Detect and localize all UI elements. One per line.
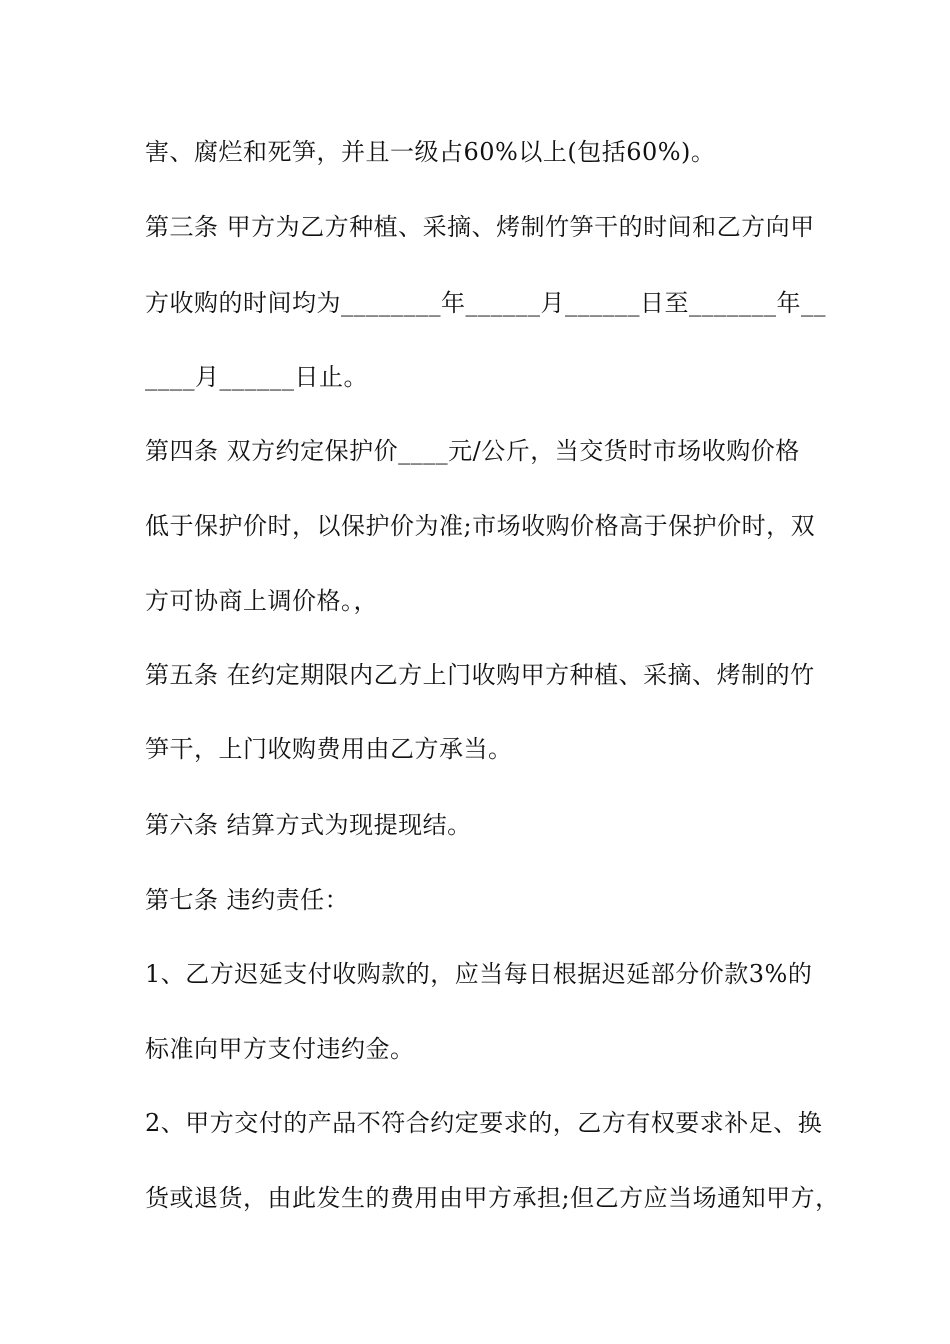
article-5-heading-line: 第五条 在约定期限内乙方上门收购甲方种植、采摘、烤制的竹 [145,661,815,689]
text-line: 笋干，上门收购费用由乙方承当。 [145,735,513,763]
article-7-heading-line: 第七条 违约责任： [145,886,350,914]
text-line: 低于保护价时，以保护价为准;市场收购价格高于保护价时，双 [145,512,816,540]
text-line: 方收购的时间均为________年______月______日至_______年__ [145,289,826,317]
text-line: ____月______日止。 [145,363,368,391]
article-4-heading-line: 第四条 双方约定保护价____元/公斤，当交货时市场收购价格 [145,437,800,465]
clause-1-line: 1、乙方迟延支付收购款的，应当每日根据迟延部分价款3%的 [145,960,813,988]
article-3-heading-line: 第三条 甲方为乙方种植、采摘、烤制竹笋干的时间和乙方向甲 [145,213,815,241]
text-line: 标准向甲方支付违约金。 [145,1035,415,1063]
clause-2-line: 2、甲方交付的产品不符合约定要求的，乙方有权要求补足、换 [145,1109,823,1137]
text-line: 害、腐烂和死笋，并且一级占60%以上(包括60%)。 [145,138,716,166]
text-line: 方可协商上调价格。， [145,587,378,615]
text-line: 货或退货，由此发生的费用由甲方承担;但乙方应当场通知甲方， [145,1184,840,1212]
article-6-heading-line: 第六条 结算方式为现提现结。 [145,811,472,839]
